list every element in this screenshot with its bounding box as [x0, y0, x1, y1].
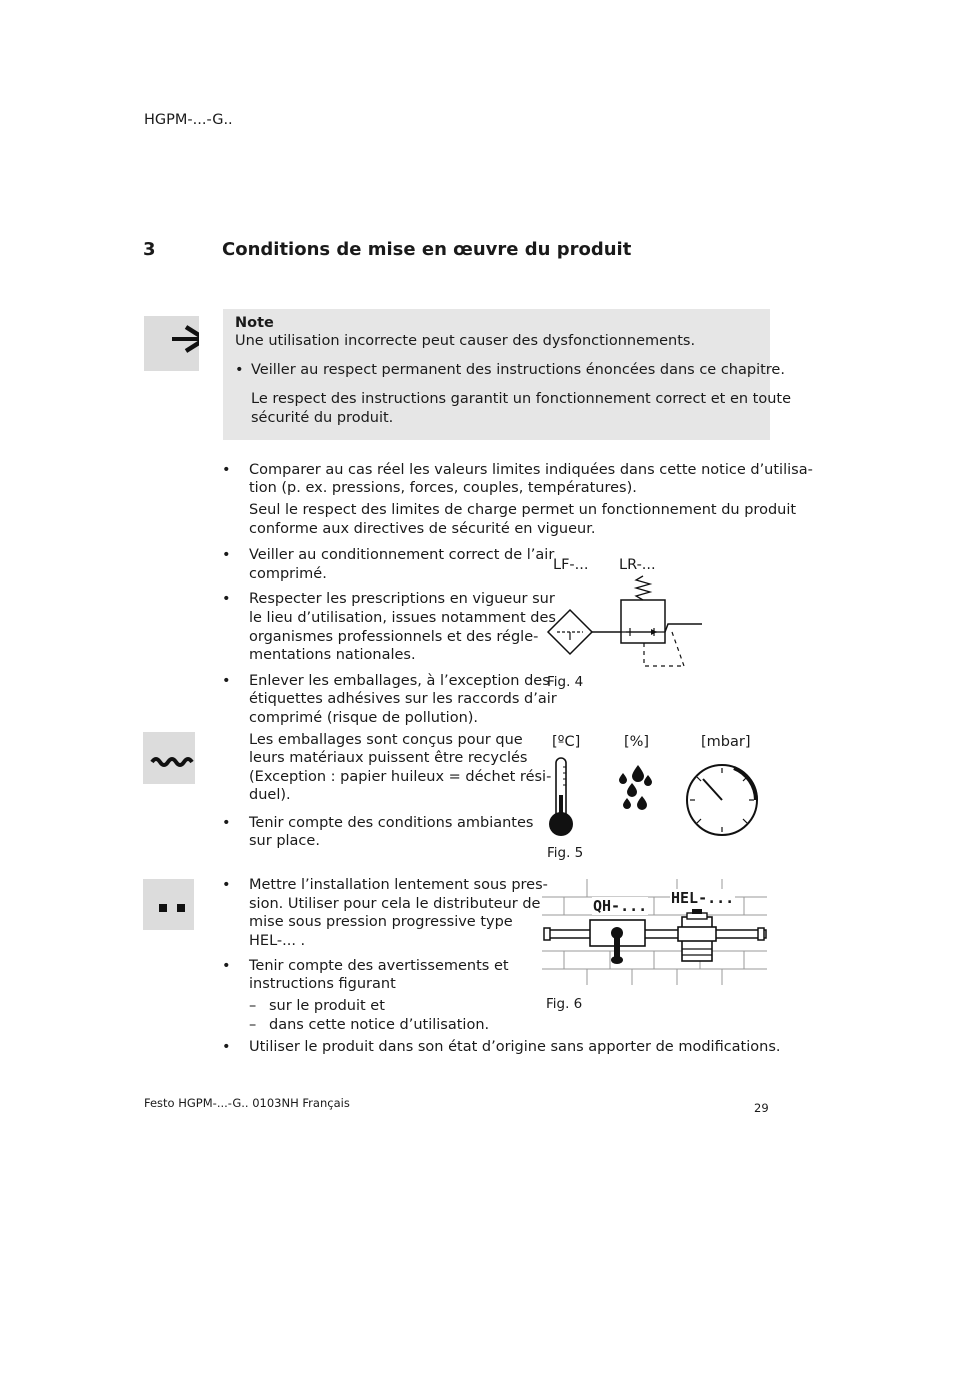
- footer-text: Festo HGPM-...-G.. 0103NH Français: [144, 1096, 350, 1110]
- fig4-label-filter: LF-...: [553, 557, 589, 573]
- page-number: 29: [754, 1101, 769, 1115]
- sub-list-item: dans cette notice d’utilisation.: [269, 1017, 490, 1033]
- fig5-label-temperature: [ºC]: [552, 734, 581, 750]
- list-item-text: Mettre l’installation lentement sous pres-: [249, 877, 548, 893]
- fig6-label-qh: QH-...: [593, 897, 648, 915]
- list-item-text: organismes professionnels et des régle-: [249, 629, 539, 645]
- sub-list-item: sur le produit et: [269, 998, 385, 1014]
- water-drops-icon: [614, 763, 656, 813]
- list-item-text: sur place.: [249, 833, 320, 849]
- list-item-text: (Exception : papier huileux = déchet rési-: [249, 769, 552, 785]
- dash-marker: –: [249, 1017, 257, 1033]
- list-item-text: HEL-... .: [249, 933, 306, 949]
- list-item-text: mentations nationales.: [249, 647, 416, 663]
- bullet-marker: •: [222, 1039, 231, 1055]
- filter-regulator-diagram: [540, 572, 715, 672]
- fig5-label-pressure: [mbar]: [701, 734, 751, 750]
- list-item-text: Respecter les prescriptions en vigueur sur: [249, 591, 555, 607]
- list-item-text: Utiliser le produit dans son état d’origine sans apporter de modifications.: [249, 1039, 781, 1055]
- list-item-text: Seul le respect des limites de charge permet un fonctionnement du produit: [249, 502, 797, 518]
- note-icon-box: [144, 316, 199, 371]
- list-item-text: Comparer au cas réel les valeurs limites indiquées dans cette notice d’utilisa-: [249, 462, 813, 478]
- bullet-marker: •: [222, 673, 231, 689]
- fig6-label-hel: HEL-...: [671, 889, 735, 907]
- bullet-marker: •: [222, 958, 231, 974]
- note-paragraph-line: Le respect des instructions garantit un fonctionnement correct et en toute: [251, 391, 792, 407]
- list-item-text: sion. Utiliser pour cela le distributeur de: [249, 896, 541, 912]
- fig5-caption: Fig. 5: [547, 845, 584, 861]
- list-item-text: Les emballages sont conçus pour que: [249, 732, 523, 748]
- fig5-label-humidity: [%]: [624, 734, 650, 750]
- three-squares-icon: [143, 879, 194, 930]
- list-item-text: leurs matériaux puissent être recyclés: [249, 750, 528, 766]
- list-item-text: duel).: [249, 787, 291, 803]
- section-title: Conditions de mise en œuvre du produit: [222, 239, 632, 260]
- list-item-text: tion (p. ex. pressions, forces, couples, températures).: [249, 480, 637, 496]
- fig4-caption: Fig. 4: [547, 674, 584, 690]
- arrow-right-icon: [144, 316, 199, 371]
- fig4-label-regulator: LR-...: [619, 557, 656, 573]
- note-heading: Note: [235, 315, 274, 331]
- thermometer-icon: [545, 755, 577, 839]
- bullet-marker: •: [222, 877, 231, 893]
- note-bullet-marker: •: [235, 362, 244, 378]
- dash-marker: –: [249, 998, 257, 1014]
- bullet-marker: •: [222, 462, 231, 478]
- soft-start-valve-diagram: [542, 877, 770, 987]
- list-item-text: étiquettes adhésives sur les raccords d’air: [249, 691, 557, 707]
- pressure-gauge-icon: [684, 762, 760, 838]
- bullet-marker: •: [222, 547, 231, 563]
- list-item-text: Tenir compte des conditions ambiantes: [249, 815, 534, 831]
- list-item-text: le lieu d’utilisation, issues notamment des: [249, 610, 556, 626]
- note-paragraph-line: sécurité du produit.: [251, 410, 394, 426]
- list-item-text: conforme aux directives de sécurité en vigueur.: [249, 521, 596, 537]
- note-line: Une utilisation incorrecte peut causer des dysfonctionnements.: [235, 333, 696, 349]
- list-item-text: Veiller au conditionnement correct de l’air: [249, 547, 555, 563]
- fig6-caption: Fig. 6: [546, 996, 583, 1012]
- list-item-text: mise sous pression progressive type: [249, 914, 513, 930]
- section-number: 3: [143, 239, 156, 260]
- list-item-text: Tenir compte des avertissements et: [249, 958, 509, 974]
- environment-icon-box: [143, 732, 195, 784]
- procedure-icon-box: [143, 879, 194, 930]
- document-code: HGPM-...-G..: [144, 112, 233, 128]
- list-item-text: comprimé.: [249, 566, 327, 582]
- bullet-marker: •: [222, 815, 231, 831]
- wave-icon: [143, 732, 195, 784]
- list-item-text: comprimé (risque de pollution).: [249, 710, 479, 726]
- list-item-text: instructions figurant: [249, 976, 396, 992]
- bullet-marker: •: [222, 591, 231, 607]
- list-item-text: Enlever les emballages, à l’exception des: [249, 673, 550, 689]
- note-bullet-text: Veiller au respect permanent des instructions énoncées dans ce chapitre.: [251, 362, 785, 378]
